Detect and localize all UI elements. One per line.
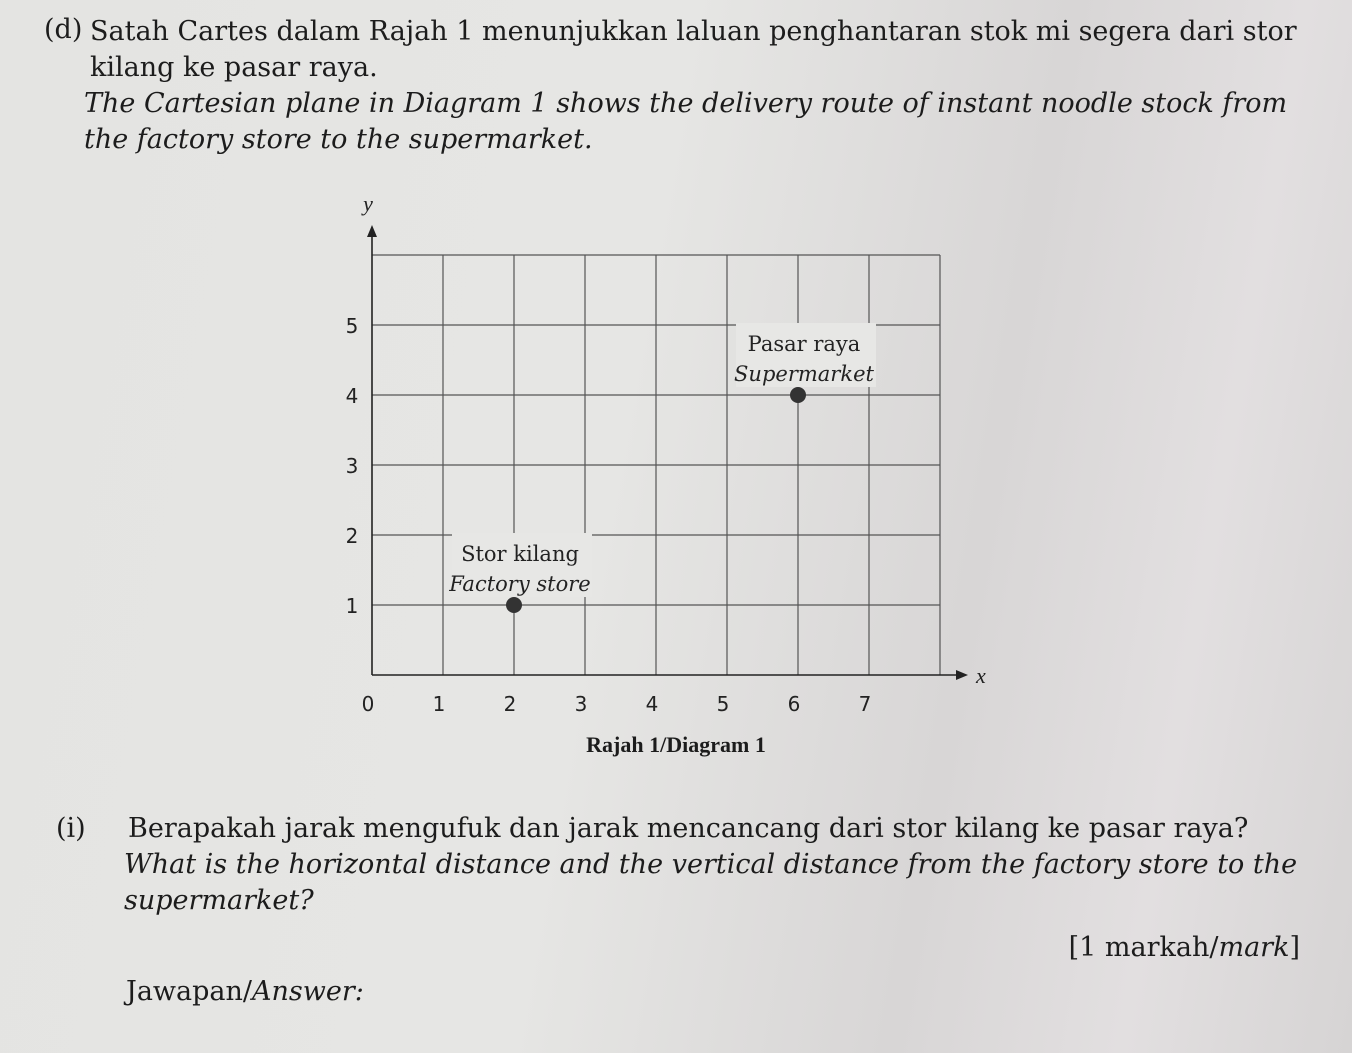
- y-tick-label: 5: [345, 314, 359, 338]
- sub-question-text-english: What is the horizontal distance and the vertical distance from the factory store to the supermarket?: [124, 849, 1298, 916]
- x-tick-label: 1: [432, 692, 446, 716]
- y-tick-label: 2: [345, 524, 359, 548]
- x-axis-arrow: [956, 670, 968, 680]
- x-tick-label: 4: [645, 692, 659, 716]
- marks-allocation: [1 markah/mark]: [1068, 932, 1300, 963]
- axes: [361, 191, 986, 688]
- plotted-points: [448, 323, 876, 613]
- y-tick-label: 4: [345, 384, 359, 408]
- grid-lines: [372, 255, 940, 675]
- x-tick-label: 5: [716, 692, 730, 716]
- x-tick-label: 7: [858, 692, 872, 716]
- point-label-malay: Pasar raya: [747, 332, 861, 356]
- point-marker: [790, 387, 806, 403]
- point-label-malay: Stor kilang: [461, 542, 579, 566]
- sub-question-text-malay: Berapakah jarak mengufuk dan jarak mencancang dari stor kilang ke pasar raya?: [128, 813, 1249, 844]
- point-marker: [506, 597, 522, 613]
- y-tick-label: 1: [345, 594, 359, 618]
- question-label: (d): [44, 14, 83, 45]
- x-tick-label: 3: [574, 692, 588, 716]
- sub-question-label: (i): [56, 813, 86, 844]
- y-tick-label: 3: [345, 454, 359, 478]
- x-axis-label: x: [976, 663, 986, 688]
- diagram-caption: Rajah 1/Diagram 1: [586, 732, 766, 757]
- y-axis-label: y: [363, 191, 373, 216]
- answer-label: Jawapan/Answer:: [126, 976, 364, 1007]
- question-text-malay: Satah Cartes dalam Rajah 1 menunjukkan laluan penghantaran stok mi segera dari stor kilang ke pasar raya.: [90, 16, 1297, 83]
- point-label-english: Supermarket: [734, 362, 874, 386]
- x-tick-label: 0: [361, 692, 375, 716]
- question-text-english: The Cartesian plane in Diagram 1 shows the delivery route of instant noodle stock from the factory store to the supermarket.: [84, 88, 1288, 155]
- x-tick-label: 6: [787, 692, 801, 716]
- y-axis-arrow: [367, 225, 377, 237]
- point-label-english: Factory store: [449, 572, 591, 596]
- x-tick-label: 2: [503, 692, 517, 716]
